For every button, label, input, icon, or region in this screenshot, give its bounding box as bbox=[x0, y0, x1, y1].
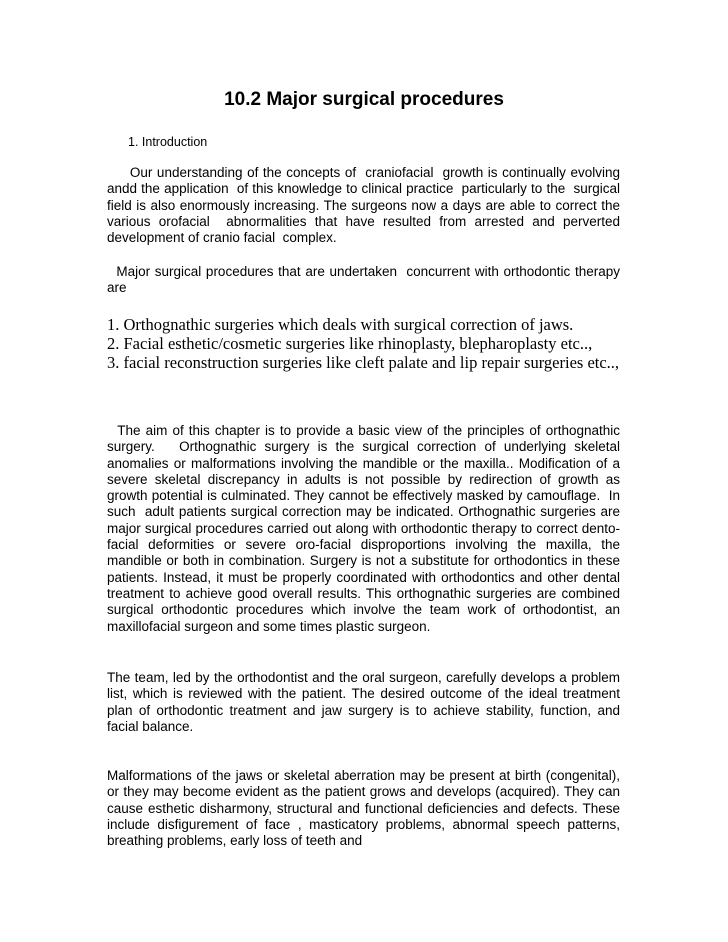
paragraph-malformations: Malformations of the jaws or skeletal aberration may be present at birth (congenital), or they may become evident as the patient grows and develops (acquired). They can cause esthetic disharmony, structural and functional deficiencies and defects. These include disfigurement of face , masticatory problems, abnormal speech patterns, breathing problems, early loss of teeth and bbox=[107, 768, 620, 849]
procedures-list bbox=[107, 315, 620, 372]
paragraph-procedures-intro: Major surgical procedures that are undertaken concurrent with orthodontic therapy are bbox=[107, 264, 624, 296]
paragraph-chapter-aim: The aim of this chapter is to provide a basic view of the principles of orthognathic surgery. Orthognathic surgery is the surgical correction of underlying skeletal anomalies or malformations involving the mandible or the maxilla.. Modification of a severe skeletal discrepancy in adults is not possible by redirection of growth as growth potential is culminated. They cannot be effectively masked by camouflage. In such adult patients surgical correction may be indicated. Orthognathic surgeries are major surgical procedures carried out along with orthodontic therapy to correct dento-facial deformities or severe oro-facial disproportions involving the maxilla, the mandible or both in combination. Surgery is not a substitute for orthodontics in these patients. Instead, it must be properly coordinated with orthodontics and other dental treatment to achieve good overall results. This orthognathic surgeries are combined surgical orthodontic procedures which involve the team work of orthodontist, an maxillofacial surgeon and some times plastic surgeon. bbox=[107, 423, 624, 634]
paragraph-introduction: Our understanding of the concepts of craniofacial growth is continually evolving andd the application of this knowledge to clinical practice particularly to the surgical field is also enormously increasing. The surgeons now a days are able to correct the various orofacial abnormalities that have resulted from arrested and perverted development of cranio facial complex. bbox=[107, 165, 624, 246]
paragraph-team: The team, led by the orthodontist and the oral surgeon, carefully develops a problem list, which is reviewed with the patient. The desired outcome of the ideal treatment plan of orthodontic treatment and jaw surgery is to achieve stability, function, and facial balance. bbox=[107, 670, 620, 734]
list-item: 3. facial reconstruction surgeries like cleft palate and lip repair surgeries etc.., bbox=[107, 353, 620, 372]
list-item: 1. Orthognathic surgeries which deals with surgical correction of jaws. bbox=[107, 315, 574, 334]
list-item: 2. Facial esthetic/cosmetic surgeries like rhinoplasty, blepharoplasty etc.., bbox=[107, 334, 593, 353]
subheading-introduction: 1. Introduction bbox=[128, 135, 208, 149]
section-title: 10.2 Major surgical procedures bbox=[224, 89, 504, 110]
